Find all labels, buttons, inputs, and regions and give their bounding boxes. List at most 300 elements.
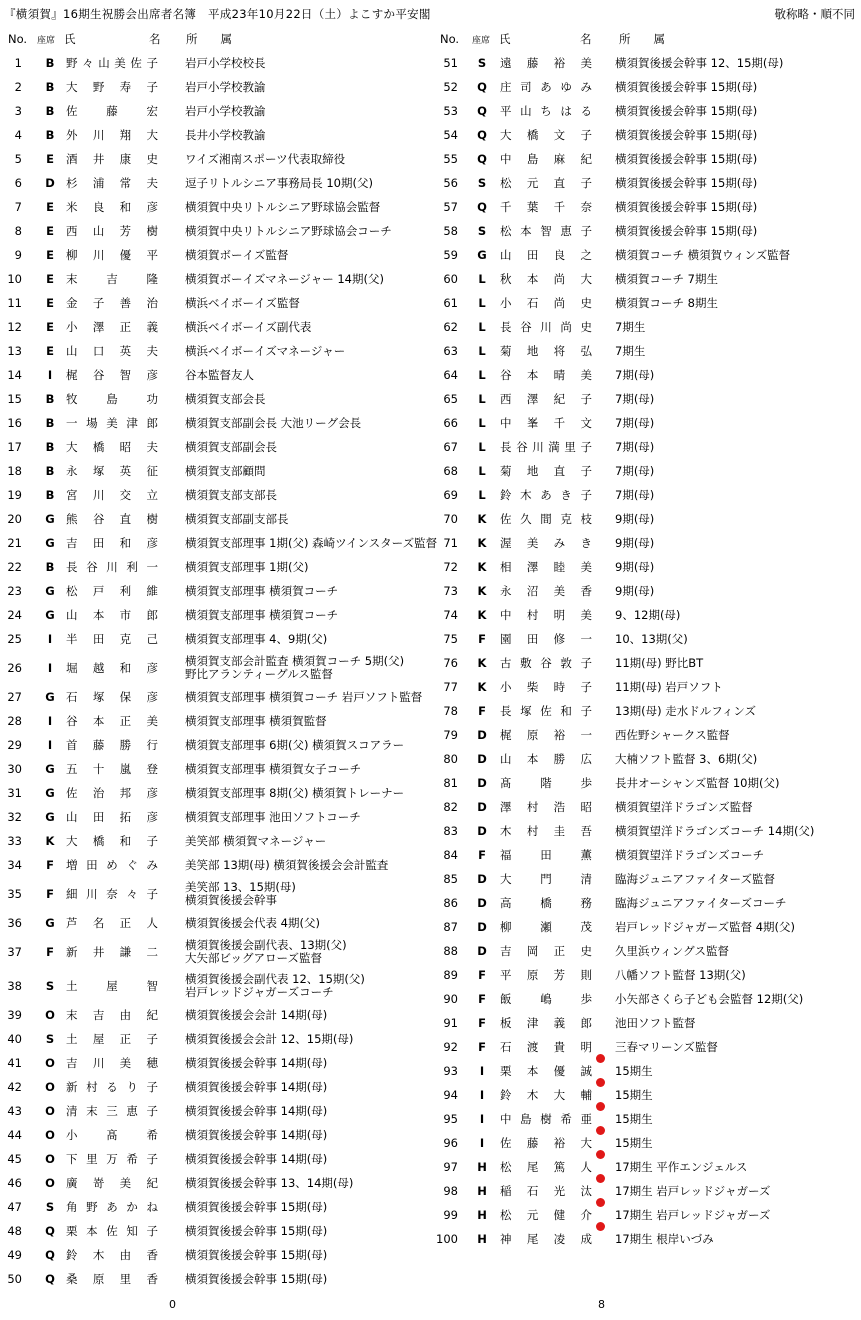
seat-letter: B <box>45 440 55 454</box>
seat-letter: K <box>477 512 487 526</box>
header-no: No. <box>440 32 460 46</box>
attendee-affiliation: 横須賀後援会幹事 14期(母) <box>185 1079 328 1094</box>
seat-letter: Q <box>477 104 487 118</box>
attendee-affiliation: 久里浜ウィングス監督 <box>615 943 729 958</box>
seat-letter: K <box>477 536 487 550</box>
attendee-affiliation: 岩戸小学校教諭 <box>185 79 266 94</box>
attendee-name: 末 吉 隆 <box>66 272 158 286</box>
attendee-number: 91 <box>443 1016 458 1030</box>
attendee-number: 88 <box>443 944 458 958</box>
attendee-name: 芦 名 正 人 <box>66 916 158 930</box>
attendee-number: 20 <box>7 512 22 526</box>
attendee-affiliation: 17期生 平作エンジェルス <box>615 1159 748 1174</box>
seat-letter: D <box>477 896 487 910</box>
attendee-number: 92 <box>443 1040 458 1054</box>
attendee-name: 柳 川 優 平 <box>66 248 158 262</box>
attendee-name: 神 尾 凌 成 <box>500 1232 592 1246</box>
attendee-affiliation: 横須賀後援会幹事 14期(母) <box>185 1151 328 1166</box>
attendee-name: 千 葉 千 奈 <box>500 200 592 214</box>
attendee-name: 桑 原 里 香 <box>66 1272 158 1286</box>
seat-letter: G <box>45 786 55 800</box>
attendee-number: 68 <box>443 464 458 478</box>
attendee-name: 中 峯 千 文 <box>500 416 592 430</box>
attendee-affiliation: 横須賀支部理事 横須賀コーチ <box>185 607 339 622</box>
seat-letter: B <box>45 80 55 94</box>
seat-letter: S <box>45 979 55 993</box>
attendee-affiliation: 10、13期(父) <box>615 631 688 646</box>
attendee-affiliation: 横須賀支部理事 8期(父) 横須賀トレーナー <box>185 785 405 800</box>
attendee-name: 吉 川 美 穂 <box>66 1056 158 1070</box>
seat-letter: L <box>478 320 486 334</box>
attendee-affiliation: 横須賀後援会副代表 12、15期(父) 岩戸レッドジャガーズコーチ <box>185 972 365 999</box>
seat-letter: B <box>45 392 55 406</box>
seat-letter: E <box>46 200 54 214</box>
seat-letter: E <box>46 344 54 358</box>
seat-letter: I <box>47 661 53 675</box>
seat-letter: D <box>477 728 487 742</box>
attendee-affiliation: 9期(母) <box>615 559 655 574</box>
attendee-affiliation: 美笑部 13期(母) 横須賀後援会会計監査 <box>185 857 389 872</box>
attendee-number: 93 <box>443 1064 458 1078</box>
attendee-number: 84 <box>443 848 458 862</box>
seat-letter: G <box>45 810 55 824</box>
attendee-name: 柳 瀬 茂 <box>500 920 592 934</box>
header-no: No. <box>8 32 28 46</box>
seat-letter: E <box>46 152 54 166</box>
attendee-number: 99 <box>443 1208 458 1222</box>
attendee-name: 下 里 万 希 子 <box>66 1152 158 1166</box>
attendee-affiliation: 横須賀支部顧問 <box>185 463 266 478</box>
attendee-number: 95 <box>443 1112 458 1126</box>
attendee-number: 47 <box>7 1200 22 1214</box>
attendee-name: 鈴 木 大 輔 <box>500 1088 592 1102</box>
attendee-affiliation: 美笑部 横須賀マネージャー <box>185 833 327 848</box>
attendee-number: 50 <box>7 1272 22 1286</box>
attendee-number: 35 <box>7 887 22 901</box>
attendee-affiliation: 17期生 根岸いづみ <box>615 1231 714 1246</box>
attendee-name: 大 橋 昭 夫 <box>66 440 158 454</box>
attendee-affiliation: 横須賀望洋ドラゴンズコーチ <box>615 847 765 862</box>
page-number-right: 8 <box>598 1298 605 1311</box>
attendee-number: 90 <box>443 992 458 1006</box>
seat-letter: H <box>477 1184 487 1198</box>
attendee-affiliation: 横須賀支部理事 横須賀コーチ <box>185 583 339 598</box>
header-name-given: 名 <box>580 32 592 46</box>
attendee-number: 28 <box>7 714 22 728</box>
attendee-number: 82 <box>443 800 458 814</box>
seat-letter: F <box>478 1040 486 1054</box>
seat-letter: O <box>45 1152 55 1166</box>
attendee-affiliation: 逗子リトルシニア事務局長 10期(父) <box>185 175 373 190</box>
seat-letter: G <box>45 584 55 598</box>
attendee-name: 米 良 和 彦 <box>66 200 158 214</box>
attendee-affiliation: 横須賀後援会代表 4期(父) <box>185 915 320 930</box>
attendee-number: 78 <box>443 704 458 718</box>
attendee-name: 牧 島 功 <box>66 392 158 406</box>
attendee-number: 57 <box>443 200 458 214</box>
attendee-name: 平 山 ち は る <box>500 104 592 118</box>
attendee-name: 新 井 謙 二 <box>66 945 158 959</box>
attendee-name: 松 戸 利 維 <box>66 584 158 598</box>
attendee-name: 栗 本 佐 知 子 <box>66 1224 158 1238</box>
attendee-number: 34 <box>7 858 22 872</box>
attendee-name: 栗 本 優 誠 <box>500 1064 592 1078</box>
attendee-number: 65 <box>443 392 458 406</box>
attendee-affiliation: 横浜ベイボーイズ副代表 <box>185 319 312 334</box>
seat-letter: S <box>45 1200 55 1214</box>
attendee-number: 89 <box>443 968 458 982</box>
attendee-name: 杉 浦 常 夫 <box>66 176 158 190</box>
attendee-number: 96 <box>443 1136 458 1150</box>
attendee-number: 5 <box>14 152 22 166</box>
seat-letter: D <box>477 920 487 934</box>
attendee-name: 小 澤 正 義 <box>66 320 158 334</box>
attendee-number: 62 <box>443 320 458 334</box>
seat-letter: B <box>45 56 55 70</box>
seat-letter: K <box>477 680 487 694</box>
seat-letter: E <box>46 224 54 238</box>
seat-letter: D <box>45 176 55 190</box>
attendee-name: 堀 越 和 彦 <box>66 661 158 675</box>
seat-letter: B <box>45 488 55 502</box>
seat-letter: L <box>478 272 486 286</box>
attendee-affiliation: 横須賀支部副会長 大池リーグ会長 <box>185 415 362 430</box>
attendee-affiliation: 美笑部 13、15期(母) 横須賀後援会幹事 <box>185 880 296 907</box>
attendee-name: 長 谷 川 満 里 子 <box>500 440 592 454</box>
attendee-number: 100 <box>436 1232 458 1246</box>
attendee-number: 15 <box>7 392 22 406</box>
attendee-number: 76 <box>443 656 458 670</box>
attendee-name: 佐 藤 宏 <box>66 104 158 118</box>
header-seat: 座席 <box>472 35 491 46</box>
attendee-affiliation: 17期生 岩戸レッドジャガーズ <box>615 1183 771 1198</box>
attendee-number: 77 <box>443 680 458 694</box>
seat-letter: I <box>479 1112 485 1126</box>
attendee-number: 45 <box>7 1152 22 1166</box>
attendee-affiliation: 長井オーシャンズ監督 10期(父) <box>615 775 780 790</box>
attendee-name: 福 田 薫 <box>500 848 592 862</box>
seat-letter: F <box>478 632 486 646</box>
seat-letter: S <box>477 56 487 70</box>
seat-letter: H <box>477 1208 487 1222</box>
attendee-number: 64 <box>443 368 458 382</box>
seat-letter: O <box>45 1056 55 1070</box>
seat-letter: I <box>47 738 53 752</box>
attendee-affiliation: 横須賀ボーイズ監督 <box>185 247 289 262</box>
attendee-affiliation: 横須賀コーチ 8期生 <box>615 295 718 310</box>
seat-letter: O <box>45 1104 55 1118</box>
seat-letter: F <box>478 848 486 862</box>
attendee-name: 鈴 木 あ き 子 <box>500 488 592 502</box>
attendee-affiliation: 17期生 岩戸レッドジャガーズ <box>615 1207 771 1222</box>
seat-letter: G <box>45 536 55 550</box>
attendee-affiliation: 横須賀後援会幹事 15期(母) <box>185 1271 328 1286</box>
attendee-affiliation: 15期生 <box>615 1111 653 1126</box>
seat-letter: K <box>45 834 55 848</box>
attendee-number: 9 <box>14 248 22 262</box>
seat-letter: K <box>477 584 487 598</box>
attendee-name: 渥 美 み き <box>500 536 592 550</box>
attendee-affiliation: 9期(母) <box>615 511 655 526</box>
attendee-number: 8 <box>14 224 22 238</box>
red-dot-marker-icon <box>596 1150 605 1159</box>
attendee-number: 23 <box>7 584 22 598</box>
attendee-number: 75 <box>443 632 458 646</box>
attendee-number: 21 <box>7 536 22 550</box>
attendee-name: 外 川 翔 大 <box>66 128 158 142</box>
attendee-number: 80 <box>443 752 458 766</box>
attendee-affiliation: 西佐野シャークス監督 <box>615 727 730 742</box>
seat-letter: D <box>477 776 487 790</box>
attendee-name: 増 田 め ぐ み <box>66 858 158 872</box>
attendee-name: 髙 階 歩 <box>500 776 592 790</box>
attendee-affiliation: 横須賀後援会幹事 14期(母) <box>185 1127 328 1142</box>
attendee-number: 42 <box>7 1080 22 1094</box>
attendee-affiliation: 横須賀支部副支部長 <box>185 511 289 526</box>
attendee-name: 五 十 嵐 登 <box>66 762 158 776</box>
attendee-number: 32 <box>7 810 22 824</box>
seat-letter: E <box>46 296 54 310</box>
attendee-affiliation: 15期生 <box>615 1135 653 1150</box>
seat-letter: I <box>47 632 53 646</box>
header-seat: 座席 <box>37 35 56 46</box>
attendee-name: 小 柴 時 子 <box>500 680 592 694</box>
attendee-name: 山 田 拓 彦 <box>66 810 158 824</box>
attendee-affiliation: 岩戸小学校教諭 <box>185 103 266 118</box>
seat-letter: L <box>478 344 486 358</box>
attendee-number: 58 <box>443 224 458 238</box>
seat-letter: G <box>45 608 55 622</box>
seat-letter: G <box>477 248 487 262</box>
seat-letter: I <box>47 368 53 382</box>
seat-letter: G <box>45 512 55 526</box>
attendee-affiliation: 横須賀後援会幹事 15期(母) <box>185 1247 328 1262</box>
seat-letter: F <box>46 887 54 901</box>
attendee-name: 長 谷 川 尚 史 <box>500 320 592 334</box>
attendee-name: 木 村 圭 吾 <box>500 824 592 838</box>
attendee-number: 39 <box>7 1008 22 1022</box>
attendee-name: 古 敷 谷 敦 子 <box>500 656 592 670</box>
attendee-name: 山 本 勝 広 <box>500 752 592 766</box>
attendee-affiliation: 横須賀後援会幹事 14期(母) <box>185 1055 328 1070</box>
attendee-number: 70 <box>443 512 458 526</box>
seat-letter: I <box>479 1064 485 1078</box>
attendee-name: 永 沼 美 香 <box>500 584 592 598</box>
attendee-affiliation: 横須賀支部会計監査 横須賀コーチ 5期(父) 野比アランティーグルス監督 <box>185 654 405 681</box>
seat-letter: L <box>478 392 486 406</box>
attendee-number: 38 <box>7 979 22 993</box>
attendee-affiliation: 11期(母) 野比BT <box>615 655 704 670</box>
red-dot-marker-icon <box>596 1078 605 1087</box>
attendee-name: 山 口 英 夫 <box>66 344 158 358</box>
seat-letter: Q <box>45 1224 55 1238</box>
attendee-number: 72 <box>443 560 458 574</box>
attendee-affiliation: 7期(母) <box>615 487 655 502</box>
seat-letter: Q <box>45 1272 55 1286</box>
seat-letter: B <box>45 464 55 478</box>
attendee-name: 角 野 あ か ね <box>66 1200 158 1214</box>
attendee-name: 板 津 義 郎 <box>500 1016 592 1030</box>
seat-letter: O <box>45 1176 55 1190</box>
attendee-name: 梶 原 裕 一 <box>500 728 592 742</box>
attendee-affiliation: 三春マリーンズ監督 <box>615 1039 718 1054</box>
seat-letter: L <box>478 368 486 382</box>
header-name-surname: 氏 <box>64 32 76 46</box>
attendee-name: 西 山 芳 樹 <box>66 224 158 238</box>
attendee-affiliation: 岩戸小学校校長 <box>185 55 266 70</box>
attendee-affiliation: 横須賀支部会長 <box>185 391 266 406</box>
attendee-affiliation: 横須賀後援会副代表、13期(父) 大矢部ビッグアローズ監督 <box>185 938 347 965</box>
attendee-affiliation: 横浜ベイボーイズマネージャー <box>185 343 346 358</box>
attendee-name: 鈴 木 由 香 <box>66 1248 158 1262</box>
attendee-name: 吉 田 和 彦 <box>66 536 158 550</box>
attendee-affiliation: 池田ソフト監督 <box>615 1015 696 1030</box>
attendee-name: 山 田 良 之 <box>500 248 592 262</box>
attendee-name: 大 野 寿 子 <box>66 80 158 94</box>
attendee-name: 永 塚 英 征 <box>66 464 158 478</box>
attendee-number: 16 <box>7 416 22 430</box>
seat-letter: H <box>477 1232 487 1246</box>
seat-letter: D <box>477 872 487 886</box>
attendee-number: 86 <box>443 896 458 910</box>
attendee-affiliation: 横須賀支部理事 横須賀女子コーチ <box>185 761 362 776</box>
attendee-affiliation: 横須賀後援会会計 12、15期(母) <box>185 1031 354 1046</box>
attendee-name: 長 塚 佐 和 子 <box>500 704 592 718</box>
attendee-name: 土 屋 正 子 <box>66 1032 158 1046</box>
attendee-number: 59 <box>443 248 458 262</box>
attendee-affiliation: 横須賀支部理事 1期(父) <box>185 559 309 574</box>
attendee-name: 谷 本 正 美 <box>66 714 158 728</box>
red-dot-marker-icon <box>596 1102 605 1111</box>
attendee-number: 26 <box>7 661 22 675</box>
attendee-number: 97 <box>443 1160 458 1174</box>
attendee-name: 小 石 尚 史 <box>500 296 592 310</box>
attendee-affiliation: 7期(母) <box>615 463 655 478</box>
attendee-affiliation: 横須賀後援会幹事 15期(母) <box>615 151 758 166</box>
attendee-number: 13 <box>7 344 22 358</box>
seat-letter: D <box>477 824 487 838</box>
attendee-affiliation: 横須賀支部理事 1期(父) 森崎ツインスターズ監督 <box>185 535 438 550</box>
attendee-number: 46 <box>7 1176 22 1190</box>
attendee-affiliation: 小矢部さくら子ども会監督 12期(父) <box>615 991 804 1006</box>
attendee-number: 83 <box>443 824 458 838</box>
attendee-affiliation: 7期生 <box>615 319 646 334</box>
seat-letter: H <box>477 1160 487 1174</box>
attendee-affiliation: 11期(母) 岩戸ソフト <box>615 679 723 694</box>
attendee-name: 宮 川 交 立 <box>66 488 158 502</box>
header-affiliation: 所 属 <box>619 32 665 46</box>
attendee-number: 22 <box>7 560 22 574</box>
seat-letter: K <box>477 608 487 622</box>
seat-letter: I <box>47 714 53 728</box>
seat-letter: S <box>477 176 487 190</box>
attendee-affiliation: 横須賀後援会幹事 13、14期(母) <box>185 1175 354 1190</box>
attendee-affiliation: 横須賀コーチ 7期生 <box>615 271 718 286</box>
attendee-affiliation: 横須賀コーチ 横須賀ウィンズ監督 <box>615 247 791 262</box>
seat-letter: E <box>46 272 54 286</box>
red-dot-marker-icon <box>596 1174 605 1183</box>
attendee-affiliation: 7期(母) <box>615 415 655 430</box>
red-dot-marker-icon <box>596 1222 605 1231</box>
seat-letter: I <box>479 1136 485 1150</box>
attendee-affiliation: 9期(母) <box>615 583 655 598</box>
seat-letter: L <box>478 296 486 310</box>
attendee-name: 酒 井 康 史 <box>66 152 158 166</box>
attendee-name: 秋 本 尚 大 <box>500 272 592 286</box>
attendee-number: 17 <box>7 440 22 454</box>
attendee-affiliation: 横須賀支部理事 4、9期(父) <box>185 631 328 646</box>
seat-letter: B <box>45 128 55 142</box>
attendee-number: 41 <box>7 1056 22 1070</box>
attendee-affiliation: 横須賀後援会幹事 15期(母) <box>185 1223 328 1238</box>
header-name-given: 名 <box>149 32 161 46</box>
seat-letter: E <box>46 248 54 262</box>
attendee-number: 87 <box>443 920 458 934</box>
attendee-number: 7 <box>14 200 22 214</box>
page-number-left: 0 <box>169 1298 176 1311</box>
attendee-name: 石 塚 保 彦 <box>66 690 158 704</box>
seat-letter: B <box>45 416 55 430</box>
attendee-name: 野 々 山 美 佐 子 <box>66 56 158 70</box>
seat-letter: L <box>478 440 486 454</box>
attendee-name: 松 尾 篤 人 <box>500 1160 592 1174</box>
attendee-affiliation: 横須賀支部支部長 <box>185 487 277 502</box>
attendee-number: 30 <box>7 762 22 776</box>
attendee-number: 12 <box>7 320 22 334</box>
attendee-affiliation: 横須賀ボーイズマネージャー 14期(父) <box>185 271 384 286</box>
seat-letter: F <box>478 704 486 718</box>
attendee-number: 33 <box>7 834 22 848</box>
attendee-affiliation: 臨海ジュニアファイターズ監督 <box>615 871 775 886</box>
attendee-name: 石 渡 貴 明 <box>500 1040 592 1054</box>
attendee-number: 43 <box>7 1104 22 1118</box>
honorifics-note: 敬称略・順不同 <box>774 7 855 21</box>
attendee-affiliation: 横須賀後援会幹事 15期(母) <box>615 79 758 94</box>
attendee-name: 谷 本 晴 美 <box>500 368 592 382</box>
seat-letter: B <box>45 560 55 574</box>
attendee-number: 49 <box>7 1248 22 1262</box>
attendee-affiliation: 横浜ベイボーイズ監督 <box>185 295 300 310</box>
attendee-number: 79 <box>443 728 458 742</box>
attendee-number: 25 <box>7 632 22 646</box>
seat-letter: S <box>477 224 487 238</box>
seat-letter: K <box>477 560 487 574</box>
attendee-affiliation: 谷本監督友人 <box>185 367 254 382</box>
attendee-affiliation: 横須賀後援会幹事 14期(母) <box>185 1103 328 1118</box>
seat-letter: S <box>45 1032 55 1046</box>
attendee-number: 69 <box>443 488 458 502</box>
attendee-affiliation: 横須賀後援会幹事 12、15期(母) <box>615 55 784 70</box>
attendee-name: 高 橋 務 <box>500 896 592 910</box>
red-dot-marker-icon <box>596 1198 605 1207</box>
seat-letter: F <box>46 858 54 872</box>
attendee-number: 94 <box>443 1088 458 1102</box>
attendee-number: 74 <box>443 608 458 622</box>
attendee-affiliation: 横須賀後援会幹事 15期(母) <box>615 103 758 118</box>
attendee-name: 山 本 市 郎 <box>66 608 158 622</box>
attendee-name: 稲 石 光 汰 <box>500 1184 592 1198</box>
attendee-name: 菊 地 直 子 <box>500 464 592 478</box>
attendee-number: 52 <box>443 80 458 94</box>
attendee-name: 中 島 樹 希 亜 <box>500 1112 592 1126</box>
attendee-name: 廣 嵜 美 紀 <box>66 1176 158 1190</box>
seat-letter: G <box>45 916 55 930</box>
seat-letter: E <box>46 320 54 334</box>
attendee-number: 10 <box>7 272 22 286</box>
attendee-name: 遠 藤 裕 美 <box>500 56 592 70</box>
seat-letter: G <box>45 690 55 704</box>
seat-letter: Q <box>477 80 487 94</box>
